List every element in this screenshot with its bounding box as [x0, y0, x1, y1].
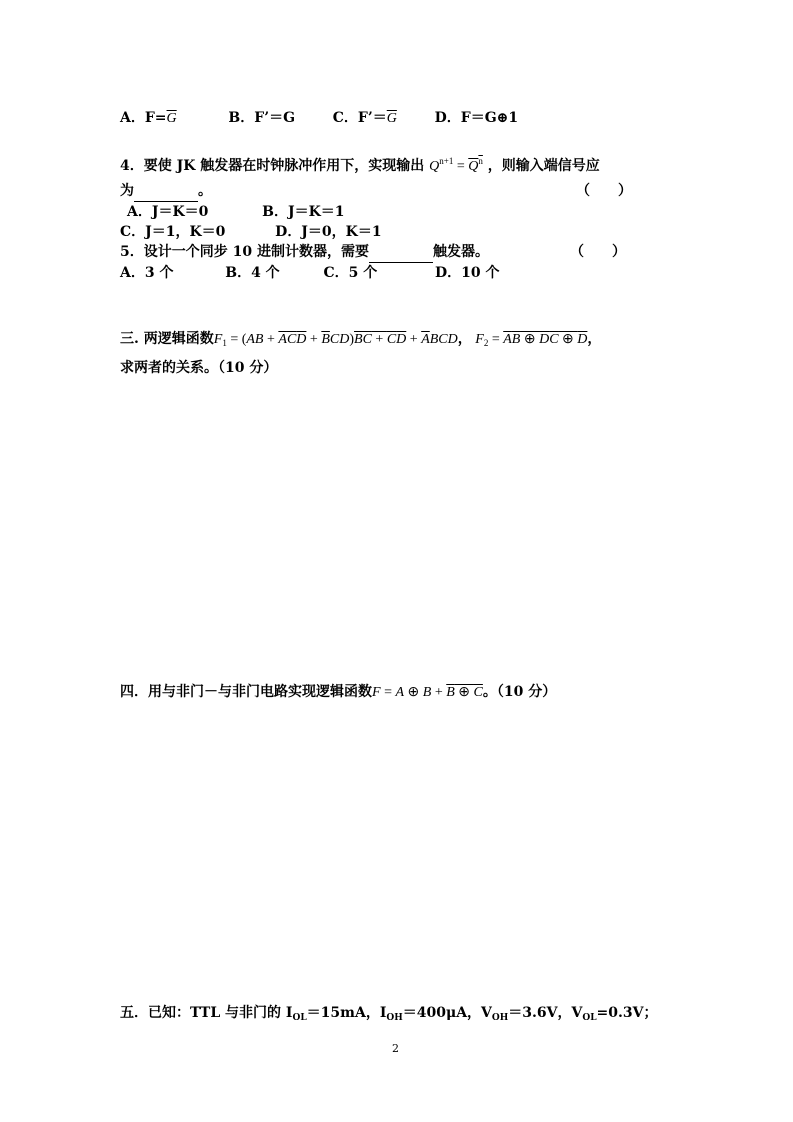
- section4-heading: 四．用与非门－与非门电路实现逻辑函数F = A ⊕ B + B ⊕ C。（10 分）: [120, 684, 557, 700]
- q3-option-d: D．F＝G⊕1: [434, 110, 519, 126]
- q5-option-d: D．10 个: [434, 265, 500, 281]
- q4-answer-paren: （ ）: [576, 183, 632, 199]
- section3-question: 求两者的关系。（10 分）: [120, 360, 278, 376]
- section3-formula-f2: $F_2$ = AB ⊕ DC ⊕ D: [475, 332, 588, 348]
- q4-option-a: A．J＝K＝0: [127, 204, 209, 220]
- q5-option-b: B．4 个: [225, 265, 280, 281]
- section3-formula: $F_1 = (AB + \overline{A}\overline{C}\overline{D} + \overline{B}CD)BC$ + CD + $\overline{A}BCD$: [213, 332, 458, 348]
- section3-heading: 三. 两逻辑函数$F_1 = (AB + \overline{A}\overline{C}\overline{D} + \overline{B}CD)BC$ + CD + $\overline{A}BCD$， $F_2$ = AB ⊕ DC ⊕ D，: [120, 331, 602, 348]
- q5-option-a: A．3 个: [120, 265, 174, 281]
- q5-options-row: [120, 263, 499, 283]
- q5-answer-paren: （ ）: [570, 244, 626, 260]
- q4-stem-line2: 为 。: [120, 181, 212, 202]
- q5-stem: 5．设计一个同步 10 进制计数器，需要 触发器。: [120, 242, 489, 263]
- section4-formula: F = A ⊕ B + B ⊕ C: [372, 685, 483, 700]
- q4-options-row1: [127, 202, 345, 222]
- q4-option-b: B．J＝K＝1: [262, 204, 345, 220]
- q5-answer-blank[interactable]: [369, 242, 433, 263]
- q4-option-d: D．J＝0，K＝1: [275, 224, 382, 240]
- q4-stem: 4．要使 JK 触发器在时钟脉冲作用下，实现输出 $Q^{n+1} = Q^n$ ，则输入端信号应: [120, 156, 600, 174]
- q3-option-b: B．F’＝G: [228, 110, 296, 126]
- q4-formula: $Q^{n+1} = Q^n$: [429, 156, 483, 174]
- page-number: 2: [392, 1042, 399, 1055]
- section5-heading: 五．已知：TTL 与非门的 $I_{OL}=15mA$，$I_{OH}=400\mu A$，$V_{OH}=3.6V$，$V_{OL}=0.3V$；: [120, 1005, 658, 1023]
- q4-options-row2: [120, 222, 382, 242]
- q4-answer-blank[interactable]: [134, 181, 198, 202]
- q4-option-c: C．J＝1，K＝0: [120, 224, 226, 240]
- q3-option-a: A．$F=\overline{G}$: [120, 110, 177, 126]
- q3-option-c: C．$F’=\overline{G}$: [332, 110, 397, 126]
- q5-option-c: C．5 个: [323, 265, 378, 281]
- q3-options-row: [120, 108, 518, 129]
